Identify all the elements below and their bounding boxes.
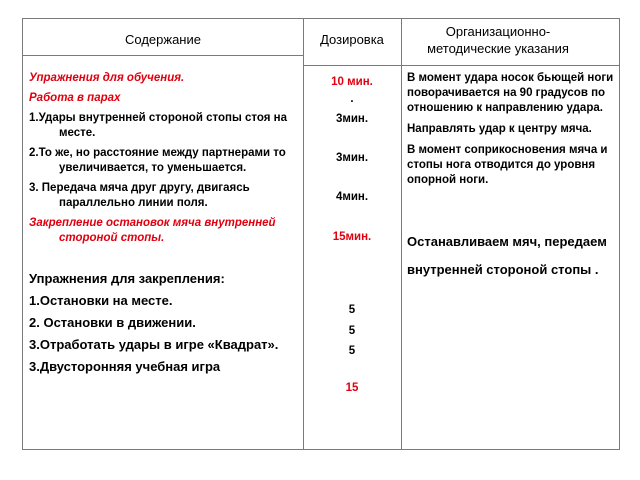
instructions-column	[407, 71, 615, 284]
header-instructions: Организационно-методические указания	[427, 24, 569, 56]
dosage-3: 4мин.	[335, 191, 369, 203]
instruction-4: Останавливаем мяч, передаем внутренней стороной стопы .	[407, 234, 607, 277]
column-divider-2	[401, 19, 402, 449]
exercise-1: 1.Удары внутренней стороной стопы стоя на месте.	[29, 112, 287, 139]
instruction-1: В момент удара носок бьющей ноги поворачивается на 90 градусов по отношению к направлению удара.	[407, 72, 614, 114]
dosage-4: 15мин.	[332, 231, 372, 243]
column-divider-1	[303, 19, 304, 449]
instruction-3: В момент соприкосновения мяча и стопы нога отводится до уровня опорной ноги.	[407, 144, 608, 186]
pair-work: Работа в парах	[29, 92, 121, 104]
reinforce-4: 3.Двусторонняя учебная игра	[29, 359, 221, 374]
reinforce-3: 3.Отработать удары в игре «Квадрат».	[29, 337, 279, 352]
lesson-plan-table	[22, 18, 620, 450]
dosage-6: 5	[348, 325, 356, 337]
dosage-5: 5	[348, 304, 356, 316]
reinforce-title: Упражнения для закрепления:	[29, 271, 225, 286]
header-content: Содержание	[125, 32, 201, 47]
header-dosage: Дозировка	[320, 32, 384, 47]
header-divider-dosage	[303, 65, 401, 66]
header-divider-instructions	[401, 65, 619, 66]
dosage-total: 10 мин.	[331, 76, 373, 88]
dosage-7: 5	[348, 345, 356, 357]
instruction-2: Направлять удар к центру мяча.	[407, 123, 592, 135]
dosage-dot: .	[350, 93, 354, 105]
exercise-3: 3. Передача мяча друг другу, двигаясь параллельно линии поля.	[29, 182, 250, 209]
reinforce-stop: Закрепление остановок мяча внутренней стороной стопы.	[29, 217, 276, 244]
header-divider-content	[23, 55, 303, 56]
dosage-2: 3мин.	[335, 152, 369, 164]
dosage-1: 3мин.	[335, 113, 369, 125]
dosage-8: 15	[345, 382, 359, 394]
content-column	[29, 71, 301, 378]
reinforce-1: 1.Остановки на месте.	[29, 293, 173, 308]
training-title: Упражнения для обучения.	[29, 72, 185, 84]
exercise-2: 2.То же, но расстояние между партнерами то увеличивается, то уменьшается.	[29, 147, 286, 174]
reinforce-2: 2. Остановки в движении.	[29, 315, 196, 330]
